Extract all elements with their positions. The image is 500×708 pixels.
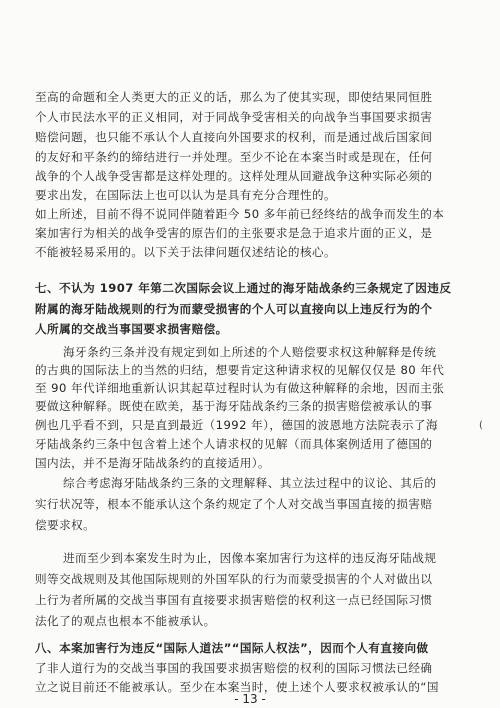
section7-para2-line-2: 实行状况等，根本不能承认这个条约规定了个人对交战当事国直接的损害赔 <box>35 497 433 511</box>
conclusion-line-3: 不能被轻易采用的。以下关于法律问题仅述结论的核心。 <box>35 245 337 259</box>
top-paragraph-line-5: 战争的个人战争受害都是这样处理的。这样处理从回避战争这种实际必须的 <box>35 169 433 183</box>
section8-line-2: 了非人道行为的交战当事国的我国要求损害赔偿的权利的国际习惯法已经确 <box>35 661 433 675</box>
section7-para3-line-4: 法化了的观点也根本不能被承认。 <box>35 614 216 628</box>
margin-mark: ( <box>479 420 483 431</box>
section7-heading-line-2: 附属的海牙陆战规则的行为而蒙受损害的个人可以直接向以上违反行为的个 <box>35 302 433 316</box>
section7-para1-line-5: 例也几乎看不到，只是直到最近（1992 年），德国的波恩地方法院表示了海 <box>35 418 438 432</box>
top-paragraph-line-6: 要求出发，在国际法上也可以认为是具有充分合理性的。 <box>35 188 337 202</box>
section8-line-1: 八、本案加害行为违反“国际人道法”“国际人权法”，因而个人有直接向做 <box>35 641 429 655</box>
top-paragraph-line-4: 的友好和平条约的缔结进行一并处理。至少不论在本案当时或是现在，任何 <box>35 150 433 164</box>
section7-para1-line-7: 国内法，并不是海牙陆战条约的直接适用）。 <box>35 456 271 470</box>
conclusion-line-2: 案加害行为相关的战争受害的原告们的主张要求是急于追求片面的正义，是 <box>35 226 433 240</box>
section7-para3-line-3: 上行为者所属的交战当事国有直接要求损害赔偿的权利这一点已经国际习惯 <box>35 593 433 607</box>
section7-heading-line-3: 人所属的交战当事国要求损害赔偿。 <box>35 322 228 336</box>
top-paragraph-line-1: 至高的命题和全人类更大的正义的话，那么为了使其实现，即使结果同恒胜 <box>35 90 433 104</box>
section7-para3-line-1: 进而至少到本案发生时为止，因像本案加害行为这样的违反海牙陆战规 <box>63 551 437 565</box>
section7-para1-line-6: 牙陆战条约三条中包含着上述个人请求权的见解（而具体案例适用了德国的 <box>35 437 433 451</box>
section7-para2-line-3: 偿要求权。 <box>35 518 96 532</box>
section7-para1-line-2: 的古典的国际法上的当然的归结，想要肯定这种请求权的见解仅仅是 80 年代 <box>35 363 445 377</box>
section7-para2-line-1: 综合考虑海牙陆战条约三条的文理解释、其立法过程中的议论、其后的 <box>63 476 437 490</box>
section7-para1-line-4: 要做这种解释。既使在欧美，基于海牙陆战条约三条的损害赔偿被承认的事 <box>35 399 433 413</box>
section8-line-3: 立之说目前还不能被承认。至少在本案当时，使上述个人要求权被承认的“国 <box>35 680 439 694</box>
section7-para1-line-1: 海牙条约三条并没有规定到如上所述的个人赔偿要求权这种解释是传统 <box>63 345 437 359</box>
section7-para3-line-2: 则等交战规则及其他国际规则的外国军队的行为而蒙受损害的个人对做出以 <box>35 572 433 586</box>
top-paragraph-line-3: 赔偿问题，也只能不承认个人直接向外国要求的权利，而是通过战后国家间 <box>35 130 433 144</box>
section7-para1-line-3: 至 90 年代详细地重新认识其起草过程时认为有做这种解释的余地，因而主张 <box>35 381 445 395</box>
section7-heading-line-1: 七、不认为 1907 年第二次国际会议上通过的海牙陆战条约三条规定了因违反 <box>35 281 452 295</box>
page-number: - 13 - <box>234 692 266 706</box>
conclusion-line-1: 如上所述，目前不得不说同伴随着距今 50 多年前已经终结的战争而发生的本 <box>35 207 445 221</box>
top-paragraph-line-2: 个人市民法水平的正义相同，对于同战争受害相关的向战争当事国要求损害 <box>35 110 433 124</box>
